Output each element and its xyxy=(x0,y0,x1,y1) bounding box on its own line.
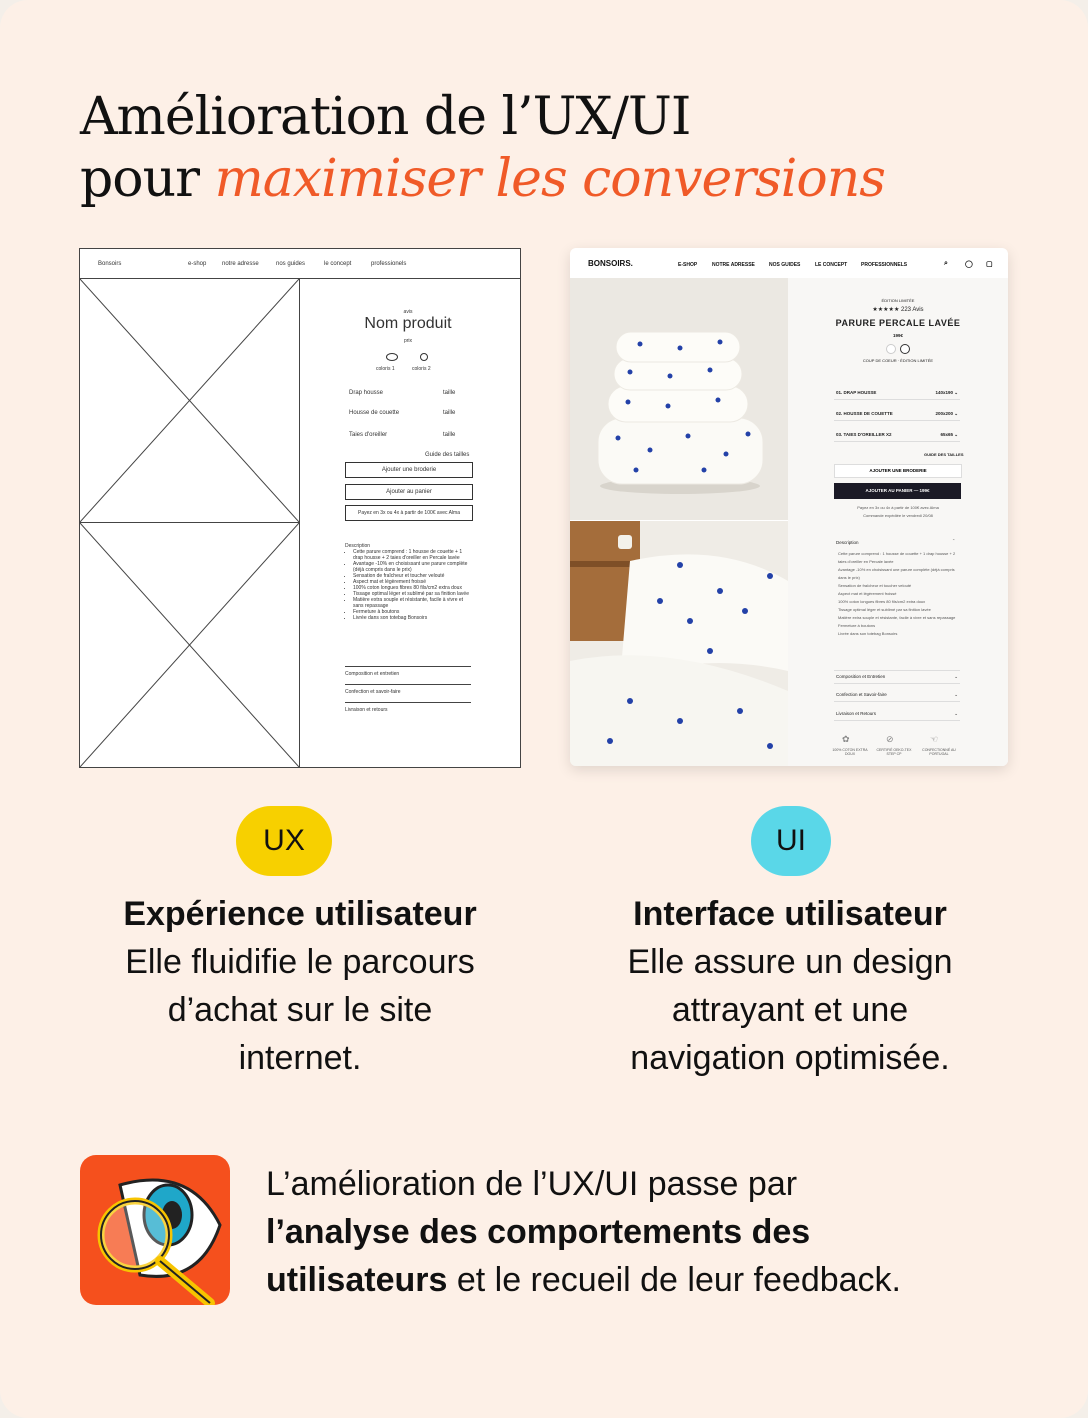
mockup-nav-item[interactable]: NOTRE ADRESSE xyxy=(712,262,755,268)
list-item: • Avantage -10% en choisissant une parure complète (déjà compris dans le prix) xyxy=(353,561,473,573)
mockup-description-list xyxy=(838,550,958,638)
embroidery-button[interactable]: Ajouter une broderie xyxy=(345,462,473,478)
bottom-bold-1: l’analyse des comportements des xyxy=(266,1213,811,1251)
list-item: • Cette parure comprend : 1 housse de couette + 1 drap housse + 2 taies d'oreiller en Percale lavée xyxy=(353,549,473,561)
ux-text-line: internet. xyxy=(238,1039,362,1077)
placeholder-cross-icon xyxy=(80,279,299,522)
ui-text-line: navigation optimisée. xyxy=(630,1039,950,1077)
mockup-nav xyxy=(570,248,1008,278)
bottom-line-1: L’amélioration de l’UX/UI passe par xyxy=(266,1165,798,1203)
option-label: Housse de couette xyxy=(349,410,400,416)
ux-column xyxy=(70,890,530,1082)
option-label: Taies d'oreiller xyxy=(349,432,388,438)
product-price: 199€ xyxy=(892,333,903,338)
wireframe-reviews[interactable]: avis xyxy=(403,309,413,315)
embroidery-button[interactable]: AJOUTER UNE BRODERIE xyxy=(834,464,962,478)
divider xyxy=(345,684,471,685)
hands-icon: ☜ xyxy=(930,734,939,744)
option-size-select[interactable]: 65x65 ⌄ xyxy=(940,432,958,437)
product-tag: COUP DE COEUR · ÉDITION LIMITÉE xyxy=(862,358,934,363)
headline xyxy=(80,86,885,210)
accordion-label: Confection et Savoir-faire xyxy=(836,692,887,697)
list-item: • Tissage optimal léger et sublimé par sa finition lavée xyxy=(353,591,473,597)
accordion-label: Composition et Entretien xyxy=(836,674,886,679)
bottom-rest: et le recueil de leur feedback. xyxy=(447,1261,901,1299)
account-icon[interactable]: ◯ xyxy=(965,261,973,268)
option-label: 01. DRAP HOUSSE xyxy=(836,390,877,395)
size-guide-link[interactable]: GUIDE DES TAILLES xyxy=(924,452,964,457)
headline-line-1: Amélioration de l’UX/UI xyxy=(80,87,691,147)
wireframe-nav-item[interactable]: professionels xyxy=(371,261,407,267)
swatch-ecru[interactable] xyxy=(886,344,896,354)
ui-badge: UI xyxy=(751,806,831,876)
list-item: • Aspect mat et légèrement froissé xyxy=(353,579,473,585)
wireframe-brand[interactable]: Bonsoirs xyxy=(98,261,122,267)
placeholder-cross-icon xyxy=(80,523,299,767)
wireframe-nav-item[interactable]: le concept xyxy=(324,261,352,267)
option-size-select[interactable]: taille xyxy=(443,410,456,416)
chevron-down-icon: ⌄ xyxy=(954,674,958,679)
badge-portugal: CONFECTIONNÉ AU PORTUGAL xyxy=(922,748,956,756)
wireframe-price: prix xyxy=(403,338,413,344)
bedding-stack-image xyxy=(570,278,788,520)
headline-accent: maximiser les conversions xyxy=(214,149,885,209)
certification-check-icon: ⊘ xyxy=(886,734,894,744)
option-housse-couette[interactable] xyxy=(834,408,960,421)
wireframe-nav-item[interactable]: notre adresse xyxy=(222,261,259,267)
alma-text: Payez en 3x ou 4x à partir de 100€ avec Alma xyxy=(857,505,939,510)
product-photo-stack xyxy=(570,278,788,520)
product-title: PARURE PERCALE LAVÉE xyxy=(835,318,961,328)
divider xyxy=(345,666,471,667)
badge-cotton: 100% COTON EXTRA DOUX xyxy=(832,748,868,756)
eye-magnifier-icon xyxy=(80,1155,230,1305)
option-size-select[interactable]: taille xyxy=(443,390,456,396)
accordion-composition[interactable] xyxy=(834,670,960,684)
rating[interactable]: ★★★★★ 223 Avis xyxy=(872,307,924,313)
list-item: Fermeture à boutons xyxy=(838,623,876,628)
accordion-confection[interactable]: Confection et savoir-faire xyxy=(345,689,401,695)
list-item: Tissage optimal léger et sublimé par sa finition lavée xyxy=(838,607,931,612)
edition-label: ÉDITION LIMITÉE xyxy=(881,298,915,303)
option-taies[interactable] xyxy=(834,429,960,442)
color-label-2: coloris 2 xyxy=(412,366,431,372)
list-item: Avantage -10% en choisissant une parure complète (déjà compris dans le prix) xyxy=(838,567,955,580)
list-item: • Sensation de fraîcheur et toucher velouté xyxy=(353,573,473,579)
ux-title: Expérience utilisateur xyxy=(123,895,477,933)
wireframe-product-name: Nom produit xyxy=(364,315,452,332)
list-item: • Fermeture à boutons xyxy=(353,609,473,615)
cart-icon[interactable]: ▢ xyxy=(986,261,993,268)
accordion-confection[interactable] xyxy=(834,689,960,702)
ui-title: Interface utilisateur xyxy=(633,895,947,933)
description-title[interactable]: Description xyxy=(836,540,859,545)
description-title: Description xyxy=(345,543,371,549)
chevron-up-icon[interactable]: ⌃ xyxy=(952,538,956,543)
image-placeholder-1 xyxy=(80,279,300,523)
bottom-statement xyxy=(266,1160,1026,1304)
shipping-text: Commande expédiée le vendredi 20/08 xyxy=(863,513,933,518)
color-swatch-2[interactable] xyxy=(420,353,428,361)
option-label: Drap housse xyxy=(349,390,384,396)
option-label: 03. TAIES D'OREILLER X2 xyxy=(836,432,892,437)
option-drap-housse[interactable] xyxy=(834,387,960,400)
accordion-livraison[interactable] xyxy=(834,708,960,721)
list-item: Sensation de fraîcheur et toucher velouté xyxy=(838,583,912,588)
bedroom-scene-image xyxy=(570,521,788,766)
magnifier-eye-illustration xyxy=(80,1155,230,1305)
mockup-nav-item[interactable]: E-SHOP xyxy=(678,262,698,268)
accordion-label: Livraison et Retours xyxy=(836,711,877,716)
product-photo-bedroom xyxy=(570,521,788,766)
swatch-heart-selected[interactable] xyxy=(900,344,910,354)
list-item: Aspect mat et légèrement froissé xyxy=(838,591,897,596)
list-item: • Livrée dans son totebag Bonsoirs xyxy=(353,615,473,621)
add-to-cart-button[interactable]: AJOUTER AU PANIER — 199€ xyxy=(834,483,961,499)
product-detail-panel xyxy=(788,278,1008,766)
wireframe-description xyxy=(345,543,473,621)
wireframe-nav-item[interactable]: e-shop xyxy=(188,261,207,267)
accordion-composition[interactable]: Composition et entretien xyxy=(345,671,400,677)
ui-mockup xyxy=(570,248,1008,766)
mockup-nav-item[interactable]: NOS GUIDES xyxy=(769,262,801,268)
headline-line-2 xyxy=(80,148,885,210)
chevron-down-icon: ⌄ xyxy=(954,711,958,716)
option-size-select[interactable]: taille xyxy=(443,432,456,438)
add-to-cart-button[interactable]: Ajouter au panier xyxy=(345,484,473,500)
list-item: Cette parure comprend : 1 housse de couette + 1 drap housse + 2 taies d'oreiller en Percale lavée xyxy=(838,551,956,564)
mockup-nav-item[interactable]: LE CONCEPT xyxy=(815,262,848,268)
ui-text-line: Elle assure un design xyxy=(627,943,953,981)
headline-plain: pour xyxy=(80,149,199,209)
mockup-nav-item[interactable]: PROFESSIONNELS xyxy=(861,262,908,268)
ux-text-line: Elle fluidifie le parcours xyxy=(125,943,475,981)
color-swatch-1[interactable] xyxy=(386,353,398,361)
divider xyxy=(345,702,471,703)
list-item: 100% coton longues fibres 80 fils/cm2 extra doux xyxy=(838,599,926,604)
image-placeholder-2 xyxy=(80,523,300,767)
option-size-select[interactable]: 200x200 ⌄ xyxy=(935,411,958,416)
list-item: Matière extra souple et résistante, facile à vivre et sans repassage xyxy=(838,615,956,620)
list-item: Livrée dans son totebag Bonsoirs xyxy=(838,631,898,636)
alma-button[interactable]: Payez en 3x ou 4x à partir de 100€ avec Alma xyxy=(345,505,473,521)
ux-text-line: d’achat sur le site xyxy=(167,991,433,1029)
search-icon[interactable]: ⌕ xyxy=(944,260,948,267)
bottom-bold-2: utilisateurs xyxy=(266,1261,448,1299)
option-label: 02. HOUSSE DE COUETTE xyxy=(836,411,893,416)
color-label-1: coloris 1 xyxy=(376,366,395,372)
wireframe-nav xyxy=(80,249,520,279)
size-guide-link[interactable]: Guide des tailles xyxy=(425,452,470,458)
cotton-flower-icon: ✿ xyxy=(842,734,850,744)
accordion-livraison[interactable]: Livraison et retours xyxy=(345,707,388,713)
chevron-down-icon: ⌄ xyxy=(954,692,958,697)
badge-oeko-tex: CERTIFIÉ OEKO-TEX STEP CP xyxy=(876,748,912,756)
list-item: • 100% coton longues fibres 80 fils/cm2 extra doux xyxy=(353,585,473,591)
ux-badge: UX xyxy=(236,806,332,876)
description-list xyxy=(345,549,473,621)
wireframe-mockup xyxy=(79,248,521,768)
wireframe-nav-item[interactable]: nos guides xyxy=(276,261,306,267)
ui-text-line: attrayant et une xyxy=(671,991,909,1029)
ui-column xyxy=(560,890,1020,1082)
mockup-logo[interactable]: BONSOIRS. xyxy=(588,259,633,268)
list-item: • Matière extra souple et résistante, facile à vivre et sans repassage xyxy=(353,597,473,609)
option-size-select[interactable]: 140x190 ⌄ xyxy=(935,390,958,395)
